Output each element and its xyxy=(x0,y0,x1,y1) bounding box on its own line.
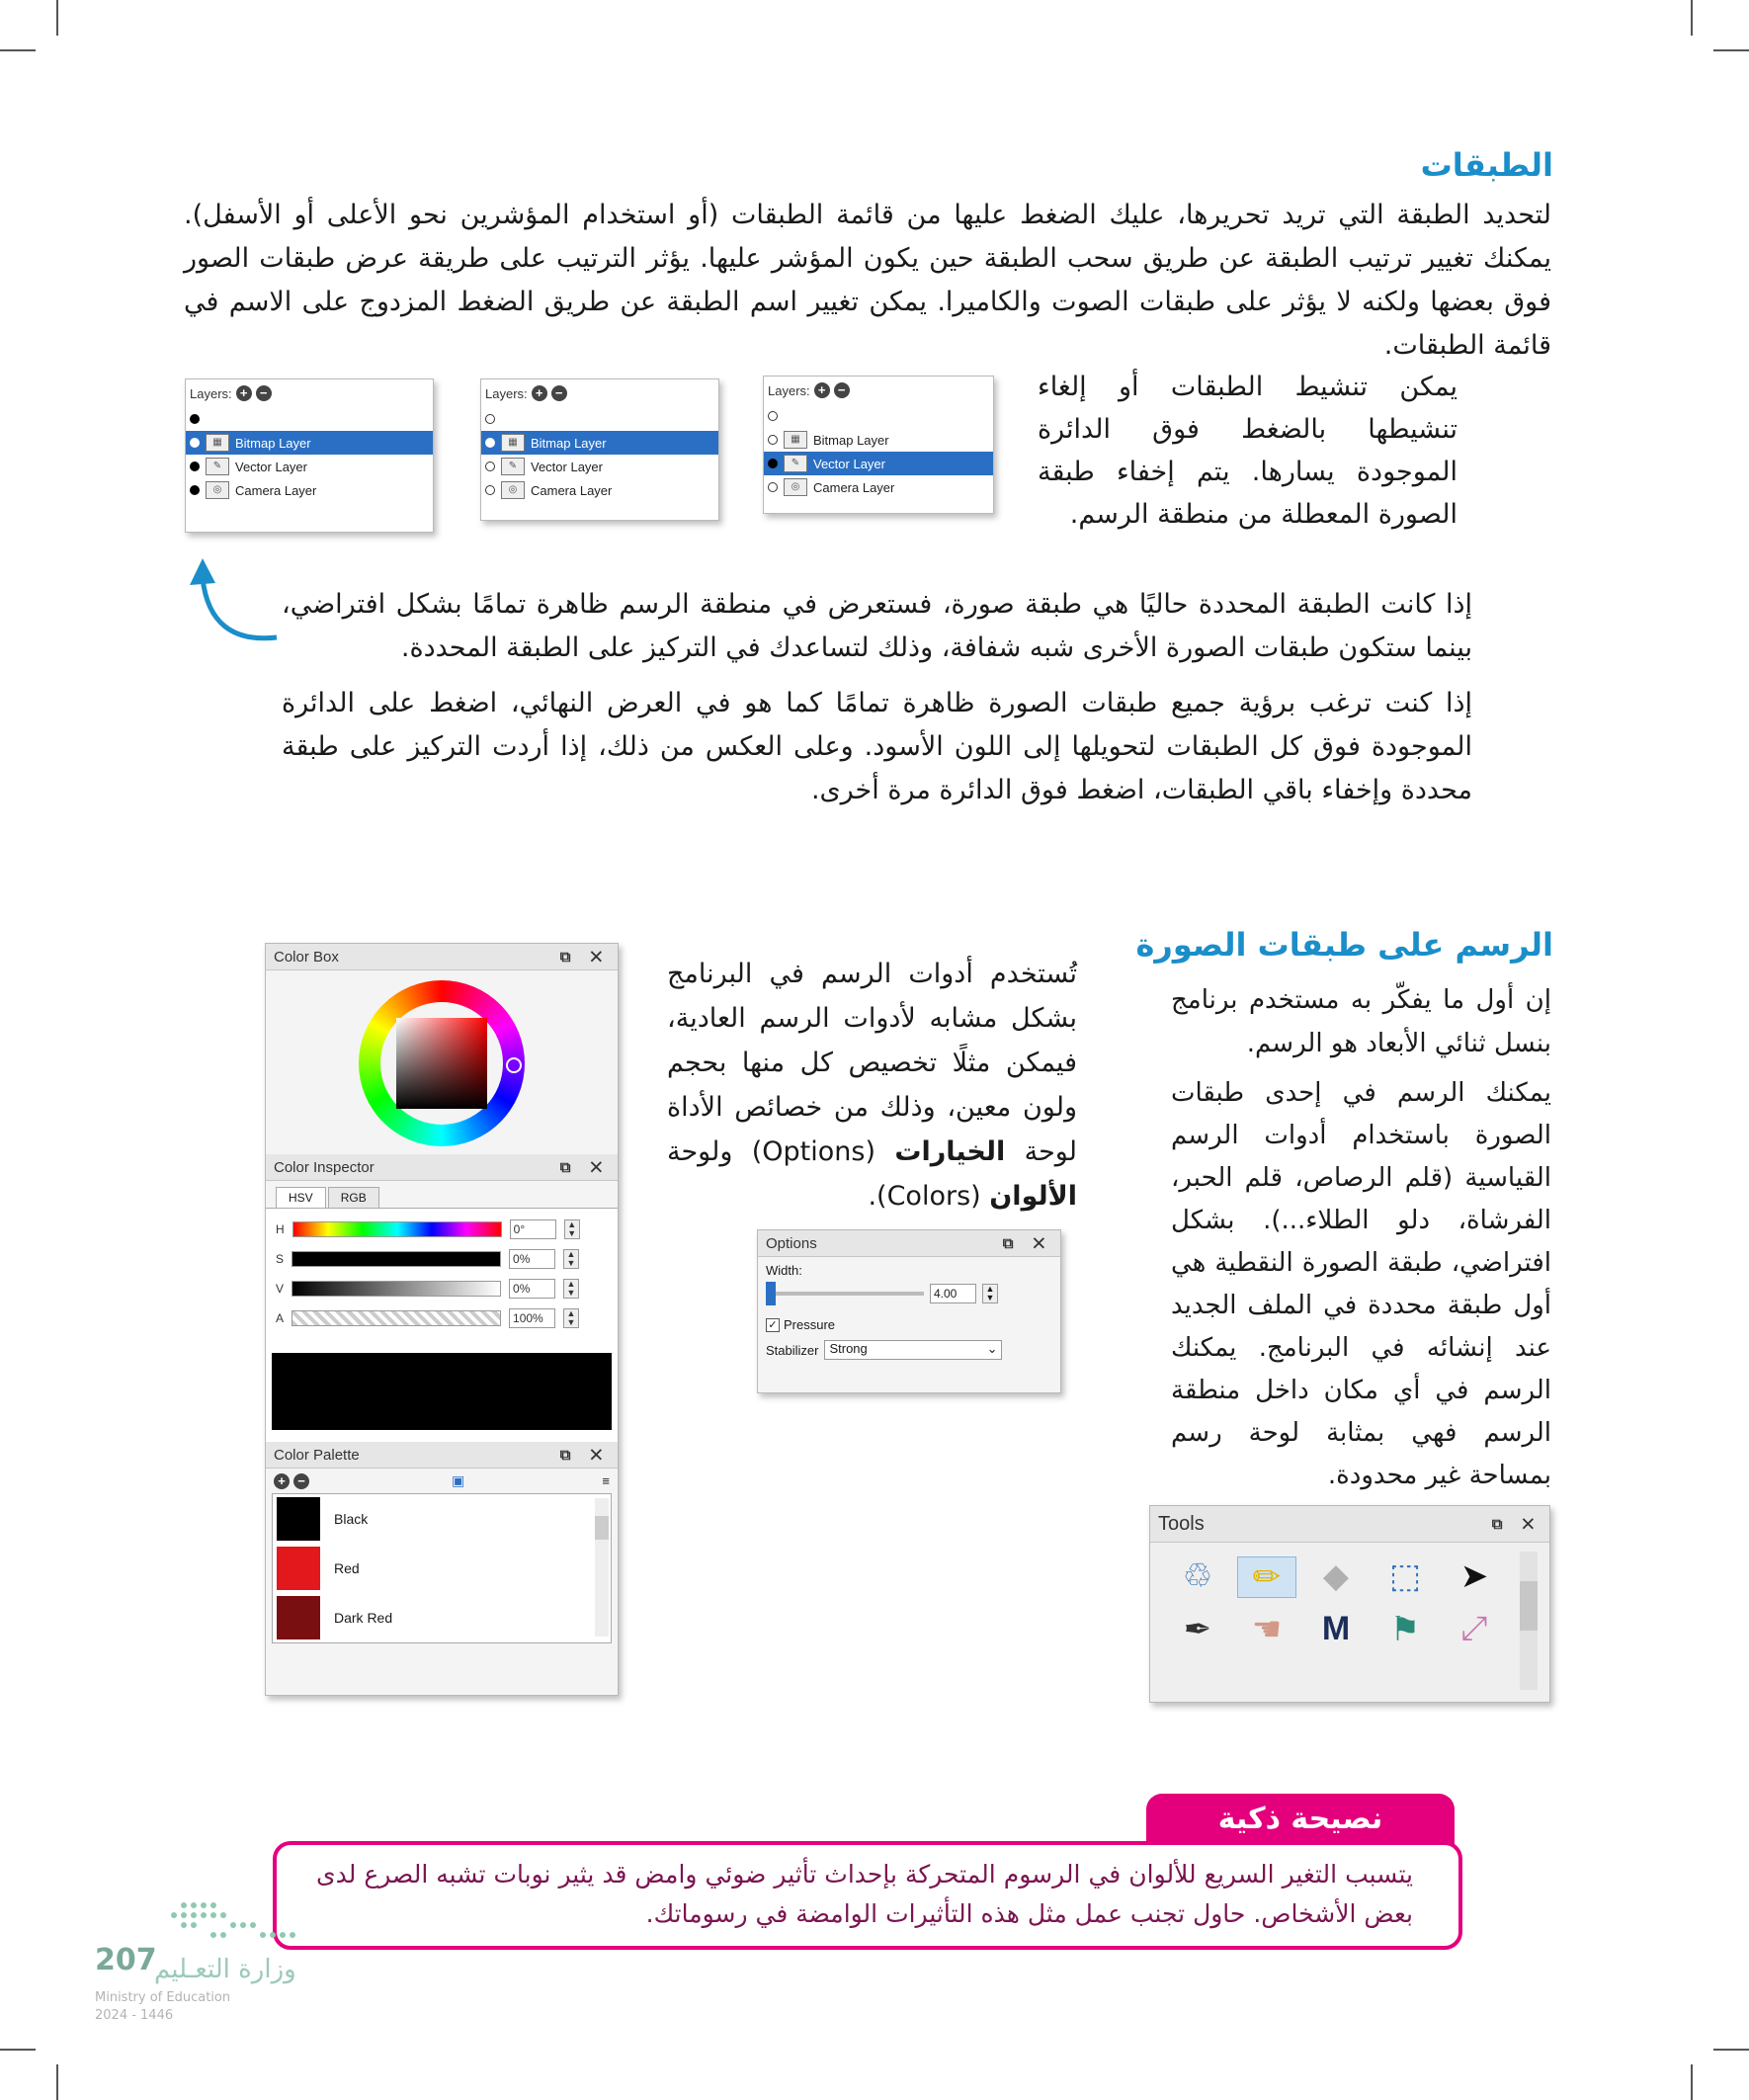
layers-title: Layers: xyxy=(190,385,232,401)
layer-visibility-master[interactable] xyxy=(764,404,993,428)
add-layer-icon[interactable]: + xyxy=(236,385,252,401)
crop-mark xyxy=(1713,2049,1749,2051)
color-box-titlebar xyxy=(266,944,618,970)
color-palette-titlebar xyxy=(266,1442,618,1469)
width-value[interactable]: 4.00 xyxy=(930,1284,976,1303)
color-preview xyxy=(272,1353,612,1430)
saturation-slider[interactable] xyxy=(292,1251,501,1267)
layers-panel-vector-selected xyxy=(763,376,994,514)
scroll-thumb[interactable] xyxy=(595,1516,609,1540)
value-label: V xyxy=(276,1282,285,1296)
layers-para-2: إذا كانت الطبقة المحددة حاليًا هي طبقة صورة، فستعرض في منطقة الرسم ظاهرة تمامًا بشكل افتراضي، بينما ستكون طبقات الصورة الأخرى شبه شفافة، وذلك لتساعدك في التركيز على الطبقة المحددة. xyxy=(282,589,1472,663)
hue-label: H xyxy=(276,1222,285,1236)
width-slider-handle[interactable] xyxy=(766,1282,776,1305)
palette-menu-icon[interactable]: ≡ xyxy=(602,1473,610,1488)
bitmap-layer-icon: ▦ xyxy=(206,434,229,452)
year-label: 2024 - 1446 xyxy=(95,2008,174,2023)
layer-visibility-master[interactable] xyxy=(481,407,718,431)
layers-title: Layers: xyxy=(768,382,810,398)
visibility-dot-icon[interactable] xyxy=(485,414,495,424)
tab-hsv[interactable]: HSV xyxy=(276,1187,326,1208)
color-inspector-titlebar xyxy=(266,1154,618,1181)
alpha-row xyxy=(266,1303,618,1333)
layers-panel-header xyxy=(186,379,433,407)
add-layer-icon[interactable]: + xyxy=(814,382,830,398)
pressure-label: Pressure xyxy=(784,1317,836,1332)
color-panels xyxy=(265,943,619,1696)
pencil-tool-icon[interactable]: ✏ xyxy=(1237,1556,1296,1598)
color-palette-title: Color Palette xyxy=(274,1446,360,1464)
camera-layer-icon: ◎ xyxy=(784,478,807,496)
crop-mark xyxy=(56,0,58,36)
value-row xyxy=(266,1274,618,1303)
hue-handle[interactable] xyxy=(506,1057,522,1073)
drawing-heading: الرسم على طبقات الصورة xyxy=(1135,926,1553,964)
bitmap-layer-icon: ▦ xyxy=(501,434,525,452)
stabilizer-value: Strong xyxy=(829,1341,868,1356)
hue-value[interactable]: 0° xyxy=(510,1219,556,1239)
layer-row-camera[interactable] xyxy=(764,475,993,499)
eraser-tool-icon[interactable]: ◆ xyxy=(1322,1557,1350,1595)
layer-row-bitmap[interactable] xyxy=(186,431,433,455)
options-bold: الخيارات xyxy=(894,1136,1006,1167)
eyedropper-tool-icon[interactable]: ⤢ xyxy=(1460,1610,1488,1647)
tools-grid xyxy=(1150,1543,1549,1663)
layers-panel-header xyxy=(764,377,993,404)
saturation-value-square[interactable] xyxy=(396,1018,487,1109)
drawing-para-3 xyxy=(667,952,1077,1218)
swatch-name: Dark Red xyxy=(334,1610,393,1626)
layer-name: Vector Layer xyxy=(813,456,885,471)
ministry-dots-icon xyxy=(95,1895,322,1950)
page-number: 207 xyxy=(95,1943,157,1977)
vector-layer-icon: ✎ xyxy=(501,458,525,475)
tip-heading: نصيحة ذكية xyxy=(1146,1794,1455,1845)
visibility-dot-icon[interactable] xyxy=(190,485,200,495)
panel-controls[interactable]: ⧉ ✕ xyxy=(559,948,610,966)
hue-row xyxy=(266,1215,618,1244)
layer-row-camera[interactable] xyxy=(481,478,718,502)
ministry-name-ar: وزارة التعـليم xyxy=(154,1955,296,1984)
palette-item-dark-red[interactable] xyxy=(273,1593,611,1642)
vector-layer-icon: ✎ xyxy=(784,455,807,472)
add-layer-icon[interactable]: + xyxy=(532,385,547,401)
camera-layer-icon: ◎ xyxy=(206,481,229,499)
visibility-dot-icon[interactable] xyxy=(190,414,200,424)
layer-name: Camera Layer xyxy=(813,479,895,495)
layer-row-vector[interactable] xyxy=(764,452,993,475)
tip-box xyxy=(273,1841,1462,1950)
swatch-dark-red xyxy=(277,1596,320,1639)
palette-item-red[interactable] xyxy=(273,1544,611,1593)
saturation-label: S xyxy=(276,1252,285,1266)
layer-row-camera[interactable] xyxy=(186,478,433,502)
value-value[interactable]: 0% xyxy=(509,1279,555,1299)
text-run: (Options) ولوحة xyxy=(667,1136,895,1167)
hue-spinner[interactable]: ▲ ▼ xyxy=(564,1219,580,1239)
scroll-thumb[interactable] xyxy=(1520,1581,1538,1631)
layer-name: Bitmap Layer xyxy=(235,435,311,451)
color-inspector-title: Color Inspector xyxy=(274,1158,375,1176)
palette-item-black[interactable] xyxy=(273,1494,611,1544)
visibility-dot-icon[interactable] xyxy=(190,462,200,471)
hue-slider[interactable] xyxy=(292,1221,502,1237)
layers-panel-header xyxy=(481,379,718,407)
layer-visibility-master[interactable] xyxy=(186,407,433,431)
layer-name: Bitmap Layer xyxy=(531,435,607,451)
color-inspector-tabs xyxy=(266,1181,618,1208)
visibility-dot-icon[interactable] xyxy=(190,438,200,448)
panel-controls[interactable]: ⧉ ✕ xyxy=(559,1446,610,1464)
tools-panel xyxy=(1149,1505,1550,1703)
stabilizer-row xyxy=(758,1338,1060,1362)
layers-heading: الطبقات xyxy=(1420,146,1553,184)
swatch-name: Red xyxy=(334,1560,360,1576)
layers-title: Layers: xyxy=(485,385,528,401)
clear-tool-icon[interactable]: ♲ xyxy=(1182,1557,1213,1595)
tools-title: Tools xyxy=(1158,1512,1205,1535)
add-color-icon[interactable]: + xyxy=(274,1473,290,1489)
width-spinner[interactable]: ▲ ▼ xyxy=(982,1284,998,1303)
options-title: Options xyxy=(766,1234,817,1252)
alpha-spinner[interactable]: ▲ ▼ xyxy=(563,1308,579,1328)
layers-intro: لتحديد الطبقة التي تريد تحريرها، عليك الضغط عليها من قائمة الطبقات (أو استخدام المؤشرين نحو الأعلى أو الأسفل). يمكنك تغيير ترتيب الطبقة عن طريق سحب الطبقة حين يكون المؤشر عليها. يؤثر الترتيب على طريقة عرض طبقات الصور فوق بعضها ولكنه لا يؤثر على طبقات الصوت والكاميرا. يمكن تغيير اسم الطبقة عن طريق الضغط المزدوج على الاسم في قائمة الطبقات. xyxy=(184,200,1551,361)
crop-mark xyxy=(1691,0,1693,36)
layer-row-vector[interactable] xyxy=(186,455,433,478)
layer-name: Vector Layer xyxy=(531,459,603,474)
width-label: Width: xyxy=(766,1263,802,1278)
color-box-title: Color Box xyxy=(274,948,339,966)
tools-titlebar xyxy=(1150,1506,1549,1543)
width-slider[interactable] xyxy=(766,1292,924,1296)
remove-layer-icon[interactable]: − xyxy=(256,385,272,401)
tip-text: يتسبب التغير السريع للألوان في الرسوم المتحركة بإحداث تأثير ضوئي وامض قد يثير نوبات تشبه الصرع لدى بعض الأشخاص. حاول تجنب عمل مثل هذه التأثيرات الوامضة في رسوماتك. xyxy=(316,1860,1413,1928)
vector-layer-icon: ✎ xyxy=(206,458,229,475)
layer-name: Bitmap Layer xyxy=(813,432,889,448)
panel-controls[interactable]: ⧉ ✕ xyxy=(1491,1515,1541,1533)
select-tool-icon[interactable]: ⬚ xyxy=(1388,1557,1422,1595)
remove-layer-icon[interactable]: − xyxy=(551,385,567,401)
crop-mark xyxy=(0,2049,36,2051)
alpha-label: A xyxy=(276,1311,285,1325)
saturation-spinner[interactable]: ▲ ▼ xyxy=(563,1249,579,1269)
pen-tool-icon[interactable]: ✒ xyxy=(1183,1611,1212,1648)
visibility-dot-icon[interactable] xyxy=(485,485,495,495)
visibility-dot-icon[interactable] xyxy=(768,459,778,468)
polyline-tool-icon[interactable]: M xyxy=(1321,1610,1351,1647)
bucket-tool-icon[interactable]: ⚑ xyxy=(1389,1611,1421,1648)
remove-color-icon[interactable]: − xyxy=(293,1473,309,1489)
swatch-red xyxy=(277,1547,320,1590)
color-wheel-area xyxy=(266,970,618,1154)
value-spinner[interactable]: ▲ ▼ xyxy=(563,1279,579,1299)
layers-panel-all-active xyxy=(185,378,434,533)
pointer-tool-icon[interactable]: ➤ xyxy=(1459,1557,1489,1595)
palette-view-icon[interactable]: ▣ xyxy=(452,1472,465,1488)
color-inspector-body xyxy=(266,1208,618,1442)
palette-list xyxy=(272,1493,612,1643)
layer-row-vector[interactable] xyxy=(481,455,718,478)
smudge-tool-icon[interactable]: ☚ xyxy=(1251,1611,1283,1648)
visibility-dot-icon[interactable] xyxy=(768,411,778,421)
layers-panel-bitmap-selected xyxy=(480,378,719,521)
stabilizer-select[interactable] xyxy=(824,1340,1002,1360)
options-panel xyxy=(757,1229,1061,1393)
pressure-checkbox[interactable]: ✓ xyxy=(766,1318,780,1332)
panel-controls[interactable]: ⧉ ✕ xyxy=(559,1158,610,1176)
drawing-para-1: إن أول ما يفكّر به مستخدم برنامج بنسل ثنائي الأبعاد هو الرسم. xyxy=(1171,985,1551,1058)
camera-layer-icon: ◎ xyxy=(501,481,525,499)
layer-row-bitmap[interactable] xyxy=(764,428,993,452)
text-run: (Colors). xyxy=(868,1181,990,1212)
layer-name: Camera Layer xyxy=(531,482,613,498)
layers-para-3: إذا كنت ترغب برؤية جميع طبقات الصورة ظاهرة تمامًا كما هو في العرض النهائي، اضغط على الدائرة الموجودة فوق كل الطبقات لتحويلها إلى اللون الأسود. وعلى العكس من ذلك، إذا أردت التركيز على طبقة محددة وإخفاء باقي الطبقات، اضغط فوق الدائرة مرة أخرى. xyxy=(282,688,1472,805)
ministry-logo xyxy=(95,1895,322,2034)
tab-rgb[interactable]: RGB xyxy=(328,1187,379,1208)
layer-name: Vector Layer xyxy=(235,459,307,474)
stabilizer-label: Stabilizer xyxy=(766,1342,819,1358)
saturation-row xyxy=(266,1244,618,1274)
panel-controls[interactable]: ⧉ ✕ xyxy=(1002,1234,1052,1252)
swatch-name: Black xyxy=(334,1511,369,1527)
curved-arrow-icon xyxy=(178,553,287,647)
drawing-para-2: يمكنك الرسم في إحدى طبقات الصورة باستخدام أدوات الرسم القياسية (قلم الرصاص، قلم الحبر، الفرشاة، دلو الطلاء...). بشكل افتراضي، طبقة الصورة النقطية هي أول طبقة محددة في الملف الجديد عند إنشائه في البرنامج. يمكنك الرسم في أي مكان داخل منطقة الرسم فهي بمثابة لوحة رسم بمساحة غير محدودة. xyxy=(1171,1078,1551,1490)
value-slider[interactable] xyxy=(292,1281,501,1297)
ministry-name-en: Ministry of Education xyxy=(95,1990,231,2005)
chevron-down-icon: ⌄ xyxy=(986,1341,998,1356)
remove-layer-icon[interactable]: − xyxy=(834,382,850,398)
alpha-value[interactable]: 100% xyxy=(509,1308,555,1328)
visibility-dot-icon[interactable] xyxy=(768,482,778,492)
layers-side-note: يمكن تنشيط الطبقات أو إلغاء تنشيطها بالضغط فوق الدائرة الموجودة يسارها. يتم إخفاء طبقة الصورة المعطلة من منطقة الرسم. xyxy=(1038,372,1458,530)
saturation-value[interactable]: 0% xyxy=(509,1249,555,1269)
visibility-dot-icon[interactable] xyxy=(485,438,495,448)
colors-bold: الألوان xyxy=(989,1181,1077,1212)
swatch-black xyxy=(277,1497,320,1541)
bitmap-layer-icon: ▦ xyxy=(784,431,807,449)
pressure-row xyxy=(758,1303,1060,1338)
text-run: تُستخدم أدوات الرسم في البرنامج بشكل مشابه لأدوات الرسم العادية، فيمكن مثلًا تخصيص كل منها بحجم ولون معين، وذلك من خصائص الأداة لوحة xyxy=(667,959,1077,1167)
crop-mark xyxy=(0,49,36,51)
tools-scrollbar[interactable] xyxy=(1520,1552,1538,1690)
alpha-slider[interactable] xyxy=(292,1310,501,1326)
visibility-dot-icon[interactable] xyxy=(485,462,495,471)
layer-name: Camera Layer xyxy=(235,482,317,498)
crop-mark xyxy=(1713,49,1749,51)
crop-mark xyxy=(1691,2064,1693,2100)
layer-row-bitmap[interactable] xyxy=(481,431,718,455)
width-row xyxy=(758,1284,1060,1303)
options-titlebar xyxy=(758,1230,1060,1257)
crop-mark xyxy=(56,2064,58,2100)
palette-toolbar xyxy=(266,1469,618,1493)
palette-scrollbar[interactable] xyxy=(595,1498,609,1637)
visibility-dot-icon[interactable] xyxy=(768,435,778,445)
